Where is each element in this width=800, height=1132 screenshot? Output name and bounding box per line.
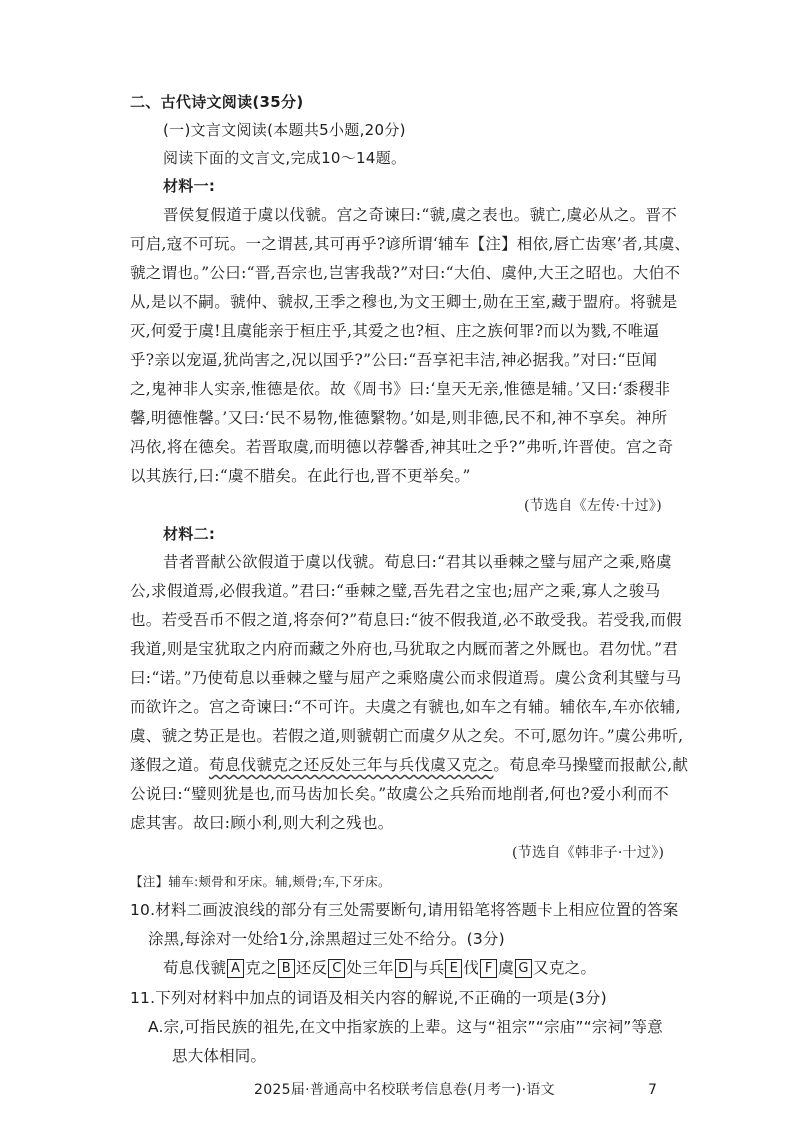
- material1-line: 虢之谓也。”公曰:“晋,吾宗也,岂害我哉?”对曰:“大伯、虞仲,大王之昭也。大伯不: [130, 264, 681, 282]
- wavy-underlined-phrase: 荀息伐虢克之还反处三年与兵伐虞又克之: [209, 756, 494, 774]
- material2-line: 也。若受吾币不假之道,将奈何?”荀息曰:“彼不假我道,必不敢受我。若受我,而假: [130, 611, 682, 629]
- q10-mark-g[interactable]: G: [515, 959, 532, 978]
- material2-line: 昔者晋献公欲假道于虞以伐虢。荀息曰:“君其以垂棘之璧与屈产之乘,赂虞: [163, 553, 672, 571]
- q10-segment: 还反: [295, 959, 328, 977]
- material1-line: 从,是以不嗣。虢仲、虢叔,王季之穆也,为文王卿士,勋在王室,藏于盟府。将虢是: [130, 293, 678, 311]
- material1-label: 材料一:: [163, 177, 216, 195]
- q10-segmentation: [163, 958, 596, 978]
- material2-line: 公,求假道焉,必假我道。”君曰:“垂棘之璧,吾先君之宝也;屈产之乘,寡人之骏马: [130, 582, 661, 600]
- q10-segment: 又克之。: [533, 959, 597, 977]
- q10-segment: 荀息伐虢: [163, 959, 227, 977]
- q10-mark-c[interactable]: C: [328, 959, 345, 978]
- footnote: 【注】辅车:颊骨和牙床。辅,颊骨;车,下牙床。: [130, 874, 391, 889]
- material2-line: 虞、虢之势正是也。若假之道,则虢朝亡而虞夕从之矣。不可,愿勿许。”虞公弗听,: [130, 727, 684, 745]
- q10-segment: 虞: [498, 959, 515, 977]
- material2-label: 材料二:: [163, 525, 216, 543]
- material1-line: 晋侯复假道于虞以伐虢。宫之奇谏曰:“虢,虞之表也。虢亡,虞必从之。晋不: [163, 206, 678, 224]
- q10-segment: 克之: [245, 959, 277, 977]
- footer-title: 2025届·普通高中名校联考信息卷(月考一)·语文: [254, 1082, 555, 1098]
- q10-mark-f[interactable]: F: [480, 959, 497, 978]
- material2-line: 而欲许之。宫之奇谏曰:“不可许。夫虞之有虢也,如车之有辅。辅依车,车亦依辅,: [130, 698, 681, 716]
- material2-line-wavy: 遂假之道。荀息伐虢克之还反处三年与兵伐虞又克之。荀息牵马操璧而报献公,献: [130, 756, 689, 774]
- material1-line: 以其族行,曰:“虞不腊矣。在此行也,晋不更举矣。”: [130, 467, 471, 485]
- q11-option-a-line1: A.宗,可指民族的祖先,在文中指家族的上辈。这与“祖宗”“宗庙”“宗祠”等意: [148, 1018, 663, 1036]
- material1-line: 馨,明德惟馨。’又曰:‘民不易物,惟德繄物。’如是,则非德,民不和,神不享矣。神所: [130, 409, 668, 427]
- material2-line: 虑其害。故曰:顾小利,则大利之残也。: [130, 814, 394, 832]
- q10-mark-e[interactable]: E: [445, 959, 462, 978]
- q11-stem: 11.下列对材料中加点的词语及相关内容的解说,不正确的一项是(3分): [130, 989, 607, 1007]
- material1-line: 之,鬼神非人实亲,惟德是依。故《周书》曰:‘皇天无亲,惟德是辅。’又曰:‘黍稷非: [130, 380, 671, 398]
- material1-source: (节选自《左传·十过》): [524, 498, 662, 514]
- q10-mark-b[interactable]: B: [278, 959, 295, 978]
- material2-line: 曰:“诺。”乃使荀息以垂棘之璧与屈产之乘赂虞公而求假道焉。虞公贪利其璧与马: [130, 669, 682, 687]
- material1-line: 冯依,将在德矣。若晋取虞,而明德以荐馨香,神其吐之乎?”弗听,许晋使。宫之奇: [130, 438, 674, 456]
- material2-line: 我道,则是宝犹取之内府而藏之外府也,马犹取之内厩而著之外厩也。君勿忧。”君: [130, 640, 679, 658]
- q10-segment: 伐: [463, 959, 480, 977]
- q10-mark-d[interactable]: D: [395, 959, 412, 978]
- material1-line: 乎?亲以宠逼,犹尚害之,况以国乎?”公曰:“吾享祀丰洁,神必据我。”对曰:“臣闻: [130, 351, 658, 369]
- material2-line: 公说曰:“璧则犹是也,而马齿加长矣。”故虞公之兵殆而地削者,何也?爱小利而不: [130, 785, 669, 803]
- q10-segment: 处三年: [346, 959, 394, 977]
- q10-stem-line1: 10.材料二画波浪线的部分有三处需要断句,请用铅笔将答题卡上相应位置的答案: [130, 901, 679, 919]
- material1-line: 灭,何爱于虞!且虞能亲于桓庄乎,其爱之也?桓、庄之族何罪?而以为戮,不唯逼: [130, 322, 660, 340]
- material2-source: (节选自《韩非子·十过》): [512, 845, 665, 861]
- q10-stem-line2: 涂黑,每涂对一处给1分,涂黑超过三处不给分。(3分): [148, 930, 505, 948]
- q10-segment: 与兵: [412, 959, 445, 977]
- q10-mark-a[interactable]: A: [227, 959, 244, 978]
- page-number: 7: [648, 1082, 658, 1098]
- reading-instruction: 阅读下面的文言文,完成10～14题。: [163, 149, 407, 167]
- subsection-title: (一)文言文阅读(本题共5小题,20分): [163, 121, 406, 139]
- section-title: 二、古代诗文阅读(35分): [130, 93, 304, 111]
- q11-option-a-line2: 思大体相同。: [172, 1047, 267, 1065]
- material1-line: 可启,寇不可玩。一之谓甚,其可再乎?谚所谓‘辅车【注】相依,唇亡齿寒’者,其虞、: [130, 235, 691, 253]
